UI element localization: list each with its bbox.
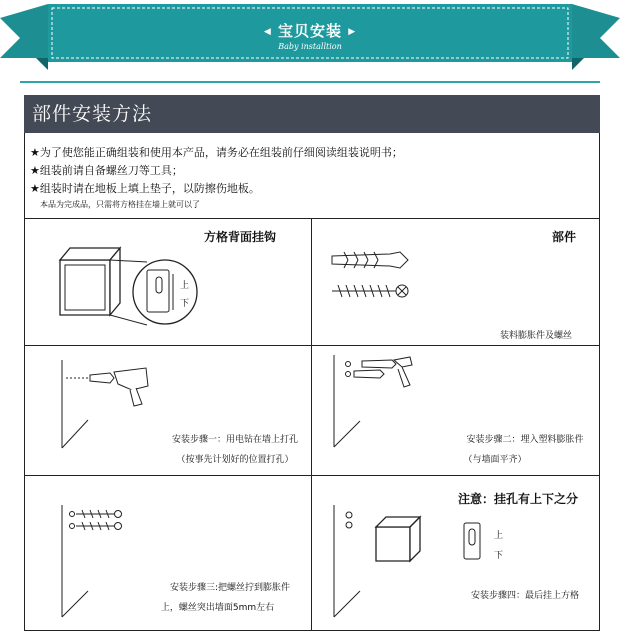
step2-line1: 安装步骤二：埋入塑料膨胀件 <box>466 435 584 445</box>
step3-line2: 上，螺丝突出墙面5mm左右 <box>160 603 275 613</box>
parts-title: 部件 <box>552 230 577 244</box>
drill-wall-diagram <box>60 360 160 450</box>
hook-down-label: 下 <box>180 299 190 309</box>
grid-line <box>24 218 600 219</box>
note-item: ★组装前请自备螺丝刀等工具； <box>30 164 183 177</box>
step4-title: 注意：挂孔有上下之分 <box>458 492 579 506</box>
hook-up-label: 上 <box>180 281 190 291</box>
hook-title: 方格背面挂钩 <box>204 230 277 244</box>
section-title: 部件安装方法 <box>32 103 153 125</box>
step3-line1: 安装步骤三:把螺丝拧到膨胀件 <box>169 583 291 593</box>
step4-caption: 安装步骤四：最后挂上方格 <box>470 591 579 601</box>
note-item: ★为了使您能正确组装和使用本产品，请务必在组装前仔细阅读组装说明书； <box>30 146 403 159</box>
notes-list <box>30 144 590 212</box>
grid-line <box>24 345 600 346</box>
grid-line <box>24 475 600 476</box>
step2-line2: （与墙面平齐） <box>463 455 527 465</box>
grid-line <box>311 218 312 631</box>
arrow-left-icon: ◀ <box>263 27 272 37</box>
step4-down-label: 下 <box>494 551 504 561</box>
hang-box-diagram <box>332 505 432 620</box>
arrow-right-icon: ▶ <box>348 27 357 37</box>
screw-in-diagram <box>60 505 160 620</box>
banner-subtitle: Baby installtion <box>278 42 342 51</box>
note-item: ★组装时请在地板上填上垫子，以防擦伤地板。 <box>30 182 260 195</box>
note-small: 本品为完成品，只需将方格挂在墙上就可以了 <box>40 200 200 209</box>
banner-title <box>0 20 620 41</box>
divider <box>20 81 600 83</box>
anchor-screw-icon <box>330 248 420 308</box>
keyhole-icon <box>463 522 483 562</box>
step4-up-label: 上 <box>494 531 504 541</box>
step1-line2: （按事先计划好的位置打孔） <box>176 455 294 465</box>
insert-anchor-diagram <box>332 355 432 450</box>
banner-title-text: 宝贝安装 <box>277 22 342 40</box>
parts-caption: 装料膨胀件及螺丝 <box>500 331 573 341</box>
step1-line1: 安装步骤一：用电钻在墙上打孔 <box>171 435 298 445</box>
